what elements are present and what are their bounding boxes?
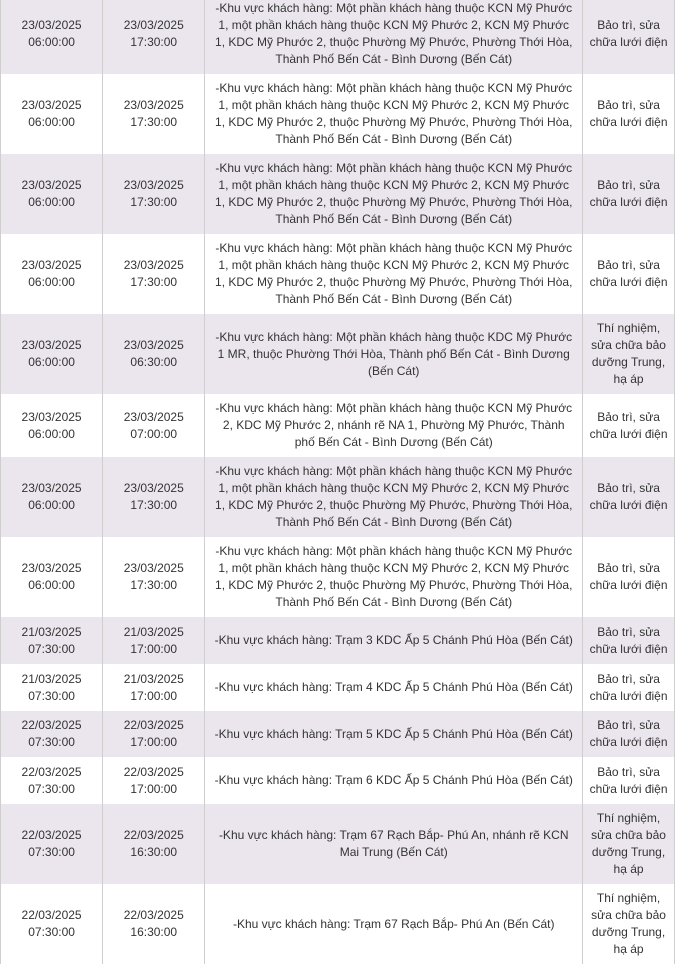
start-time: 07:30:00 [28,845,75,859]
start-time-cell [1,757,103,804]
area-cell: -Khu vực khách hàng: Trạm 67 Rạch Bắp- Phú An, nhánh rẽ KCN Mai Trung (Bến Cát) [205,804,583,884]
table-row [1,537,675,617]
end-time: 17:30:00 [130,35,178,49]
area-cell: -Khu vực khách hàng: Một phần khách hàng thuộc KCN Mỹ Phước 1, một phần khách hàng thuộc KCN Mỹ Phước 2, KCN Mỹ Phước 1, KDC Mỹ Phước 2, thuộc Phường Mỹ Phước, Phường Thới Hòa, Thành Phố Bến Cát - Bình Dương (Bến Cát) [205,234,583,314]
reason-cell: Thí nghiệm, sửa chữa bảo dưỡng Trung, hạ áp [583,314,675,394]
end-time-cell [103,617,205,664]
end-date: 21/03/2025 [123,671,184,686]
start-time-cell [1,537,103,617]
reason-cell: Bảo trì, sửa chữa lưới điện [583,711,675,757]
start-time-cell [1,711,103,757]
table-row [1,0,675,74]
end-date: 23/03/2025 [123,178,184,192]
end-date: 22/03/2025 [123,908,184,922]
end-date: 23/03/2025 [123,18,184,32]
start-time-cell [1,457,103,537]
reason-cell: Bảo trì, sửa chữa lưới điện [583,757,675,804]
reason-cell: Thí nghiệm, sửa chữa bảo dưỡng Trung, hạ áp [583,804,675,884]
table-row [1,757,675,804]
start-date: 22/03/2025 [21,764,82,779]
end-date: 23/03/2025 [123,98,184,112]
area-cell: -Khu vực khách hàng: Một phần khách hàng thuộc KCN Mỹ Phước 1, một phần khách hàng thuộc KCN Mỹ Phước 2, KCN Mỹ Phước 1, KDC Mỹ Phước 2, thuộc Phường Mỹ Phước, Phường Thới Hòa, Thành Phố Bến Cát - Bình Dương (Bến Cát) [205,154,583,234]
start-time-cell [1,394,103,457]
table-row [1,457,675,537]
start-time: 06:00:00 [28,578,75,592]
reason-cell: Bảo trì, sửa chữa lưới điện [583,154,675,234]
end-date: 22/03/2025 [123,718,184,732]
start-time-cell [1,234,103,314]
area-cell: -Khu vực khách hàng: Trạm 5 KDC Ấp 5 Chánh Phú Hòa (Bến Cát) [205,711,583,757]
start-date: 22/03/2025 [21,908,82,922]
end-date: 23/03/2025 [123,481,184,495]
table-row [1,884,675,964]
start-date: 23/03/2025 [21,338,82,352]
area-cell: -Khu vực khách hàng: Trạm 6 KDC Ấp 5 Chánh Phú Hòa (Bến Cát) [205,757,583,804]
start-date: 23/03/2025 [21,258,82,272]
area-cell: -Khu vực khách hàng: Một phần khách hàng thuộc KCN Mỹ Phước 2, KDC Mỹ Phước 2, nhánh rẽ NA 1, Phường Mỹ Phước, Thành phố Bến Cát - Bình Dương (Bến Cát) [205,394,583,457]
end-time-cell [103,804,205,884]
area-cell: -Khu vực khách hàng: Trạm 67 Rạch Bắp- Phú An (Bến Cát) [205,884,583,964]
end-time-cell [103,537,205,617]
start-date: 23/03/2025 [21,561,82,575]
area-cell: -Khu vực khách hàng: Trạm 3 KDC Ấp 5 Chánh Phú Hòa (Bến Cát) [205,617,583,664]
table-row [1,234,675,314]
area-cell: -Khu vực khách hàng: Một phần khách hàng thuộc KCN Mỹ Phước 1, một phần khách hàng thuộc KCN Mỹ Phước 2, KCN Mỹ Phước 1, KDC Mỹ Phước 2, thuộc Phường Mỹ Phước, Phường Thới Hòa, Thành Phố Bến Cát - Bình Dương (Bến Cát) [205,537,583,617]
start-time-cell [1,804,103,884]
start-time-cell [1,154,103,234]
table-row [1,617,675,664]
start-time: 07:30:00 [28,781,75,796]
end-time-cell [103,757,205,804]
start-date: 21/03/2025 [21,671,82,686]
reason-cell: Bảo trì, sửa chữa lưới điện [583,664,675,711]
end-time-cell [103,884,205,964]
reason-cell: Thí nghiệm, sửa chữa bảo dưỡng Trung, hạ áp [583,884,675,964]
table-row [1,804,675,884]
end-time-cell [103,394,205,457]
end-date: 23/03/2025 [123,258,184,272]
end-time: 17:30:00 [130,498,178,512]
start-date: 23/03/2025 [21,481,82,495]
start-time: 07:30:00 [28,688,75,703]
end-time-cell [103,314,205,394]
start-date: 22/03/2025 [21,718,82,732]
end-time: 17:30:00 [130,115,178,129]
start-date: 22/03/2025 [21,828,82,842]
start-date: 23/03/2025 [21,98,82,112]
end-time: 17:30:00 [130,578,178,592]
end-time-cell [103,457,205,537]
end-time-cell [103,234,205,314]
table-row [1,711,675,757]
start-time: 06:00:00 [28,115,75,129]
end-date: 21/03/2025 [123,624,184,639]
reason-cell: Bảo trì, sửa chữa lưới điện [583,617,675,664]
end-time: 17:30:00 [130,275,178,289]
end-time-cell [103,0,205,74]
area-cell: -Khu vực khách hàng: Một phần khách hàng thuộc KDC Mỹ Phước 1 MR, thuộc Phường Thới Hòa, Thành phố Bến Cát - Bình Dương (Bến Cát) [205,314,583,394]
start-date: 23/03/2025 [21,178,82,192]
start-time: 06:00:00 [28,35,75,49]
start-time: 06:00:00 [28,355,75,369]
area-cell: -Khu vực khách hàng: Một phần khách hàng thuộc KCN Mỹ Phước 1, một phần khách hàng thuộc KCN Mỹ Phước 2, KCN Mỹ Phước 1, KDC Mỹ Phước 2, thuộc Phường Mỹ Phước, Phường Thới Hòa, Thành Phố Bến Cát - Bình Dương (Bến Cát) [205,0,583,74]
end-time: 17:30:00 [130,195,178,209]
start-time-cell [1,617,103,664]
end-time: 07:00:00 [130,426,178,441]
end-time: 17:00:00 [130,688,178,703]
end-time: 17:00:00 [130,781,178,796]
end-date: 22/03/2025 [123,764,184,779]
start-time: 06:00:00 [28,498,75,512]
table-row [1,664,675,711]
area-cell: -Khu vực khách hàng: Một phần khách hàng thuộc KCN Mỹ Phước 1, một phần khách hàng thuộc KCN Mỹ Phước 2, KCN Mỹ Phước 1, KDC Mỹ Phước 2, thuộc Phường Mỹ Phước, Phường Thới Hòa, Thành Phố Bến Cát - Bình Dương (Bến Cát) [205,74,583,154]
reason-cell: Bảo trì, sửa chữa lưới điện [583,0,675,74]
table-row [1,74,675,154]
end-time: 17:00:00 [130,735,178,749]
reason-cell: Bảo trì, sửa chữa lưới điện [583,394,675,457]
area-cell: -Khu vực khách hàng: Một phần khách hàng thuộc KCN Mỹ Phước 1, một phần khách hàng thuộc KCN Mỹ Phước 2, KCN Mỹ Phước 1, KDC Mỹ Phước 2, thuộc Phường Mỹ Phước, Phường Thới Hòa, Thành Phố Bến Cát - Bình Dương (Bến Cát) [205,457,583,537]
end-time-cell [103,154,205,234]
start-time: 06:00:00 [28,426,75,441]
end-date: 23/03/2025 [123,338,184,352]
table-row [1,394,675,457]
start-date: 23/03/2025 [21,18,82,32]
start-date: 21/03/2025 [21,624,82,639]
start-time-cell [1,0,103,74]
start-time: 06:00:00 [28,275,75,289]
end-date: 23/03/2025 [123,561,184,575]
start-time: 07:30:00 [28,925,75,939]
end-time: 06:30:00 [130,355,178,369]
start-time-cell [1,314,103,394]
reason-cell: Bảo trì, sửa chữa lưới điện [583,74,675,154]
table-row [1,314,675,394]
table-row [1,154,675,234]
end-time-cell [103,664,205,711]
end-date: 23/03/2025 [123,409,184,424]
start-time-cell [1,74,103,154]
area-cell: -Khu vực khách hàng: Trạm 4 KDC Ấp 5 Chánh Phú Hòa (Bến Cát) [205,664,583,711]
start-date: 23/03/2025 [21,409,82,424]
start-time-cell [1,664,103,711]
start-time: 07:30:00 [28,641,75,656]
reason-cell: Bảo trì, sửa chữa lưới điện [583,537,675,617]
start-time: 07:30:00 [28,735,75,749]
end-time: 16:30:00 [130,925,178,939]
end-time: 17:00:00 [130,641,178,656]
end-time-cell [103,711,205,757]
end-time: 16:30:00 [130,845,178,859]
reason-cell: Bảo trì, sửa chữa lưới điện [583,234,675,314]
start-time-cell [1,884,103,964]
start-time: 06:00:00 [28,195,75,209]
outage-table-body [1,0,675,964]
end-time-cell [103,74,205,154]
reason-cell: Bảo trì, sửa chữa lưới điện [583,457,675,537]
end-date: 22/03/2025 [123,828,184,842]
